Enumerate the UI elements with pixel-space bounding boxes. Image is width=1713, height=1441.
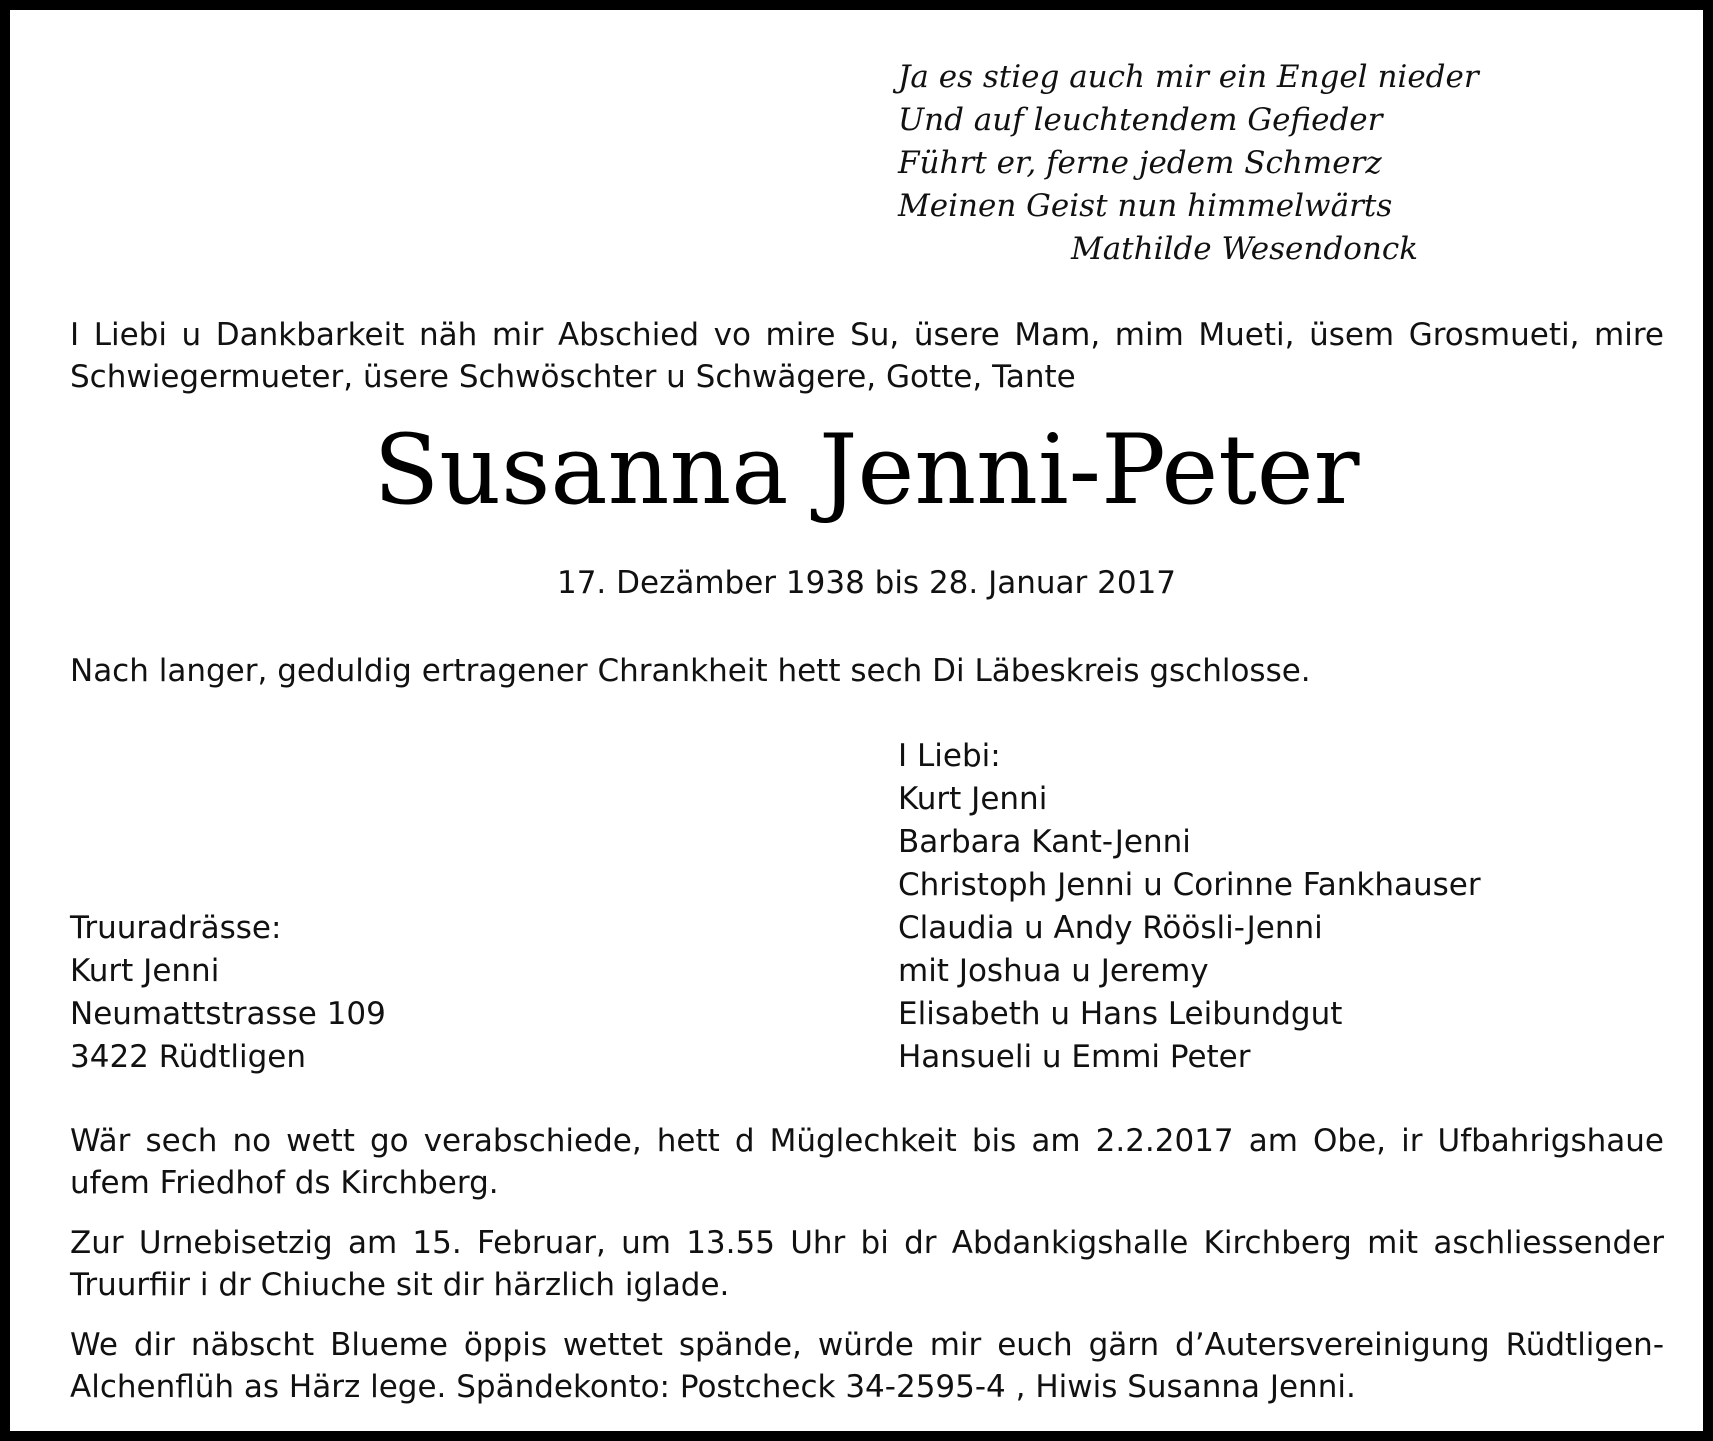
mourner-name: Elisabeth u Hans Leibundgut bbox=[898, 996, 1343, 1032]
mourner-name: Kurt Jenni bbox=[898, 781, 1048, 817]
address-line: Kurt Jenni bbox=[70, 953, 220, 989]
mourning-address bbox=[70, 907, 386, 1079]
farewell-paragraph: Wär sech no wett go verabschiede, hett d Müglechkeit bis am 2.2.2017 am Obe, ir Ufbahrigshaue ufem Friedhof ds Kirchberg. bbox=[70, 1123, 1664, 1201]
poem-quote bbox=[898, 56, 1479, 271]
mourner-name: mit Joshua u Jeremy bbox=[898, 953, 1209, 989]
intro-text: I Liebi u Dankbarkeit näh mir Abschied vo mire Su, üsere Mam, mim Mueti, üsem Grosmueti, mire Schwiegermueter, üsere Schwöschter u Schwägere, Gotte, Tante bbox=[70, 317, 1664, 395]
deceased-name: Susanna Jenni-Peter bbox=[373, 414, 1360, 526]
mourners-list bbox=[898, 735, 1481, 1079]
burial-paragraph: Zur Urnebisetzig am 15. Februar, um 13.55 Uhr bi dr Abdankigshalle Kirchberg mit aschliessender Truurfiir i dr Chiuche sit dir härzlich iglade. bbox=[70, 1225, 1664, 1303]
mourners-label: I Liebi: bbox=[898, 738, 1001, 774]
poem-line: Führt er, ferne jedem Schmerz bbox=[898, 145, 1382, 181]
life-dates: 17. Dezämber 1938 bis 28. Januar 2017 bbox=[556, 565, 1177, 601]
address-line: Neumattstrasse 109 bbox=[70, 996, 386, 1032]
donation-paragraph: We dir näbscht Blueme öppis wettet spände, würde mir euch gärn d’Autersvereinigung Rüdtligen-Alchenflüh as Härz lege. Spändekonto: Postcheck 34-2595-4 , Hiwis Susanna Jenni. bbox=[70, 1327, 1664, 1405]
mourner-name: Hansueli u Emmi Peter bbox=[898, 1039, 1251, 1075]
address-label: Truuradrässe: bbox=[70, 910, 282, 946]
poem-line: Und auf leuchtendem Gefieder bbox=[898, 102, 1383, 138]
poem-line: Meinen Geist nun himmelwärts bbox=[898, 188, 1393, 224]
notice-text: Nach langer, geduldig ertragener Chrankheit hett sech Di Läbeskreis gschlosse. bbox=[70, 653, 1311, 689]
mourner-name: Claudia u Andy Röösli-Jenni bbox=[898, 910, 1323, 946]
poem-author: Mathilde Wesendonck bbox=[1070, 231, 1418, 267]
mourner-name: Barbara Kant-Jenni bbox=[898, 824, 1191, 860]
poem-line: Ja es stieg auch mir ein Engel nieder bbox=[898, 59, 1479, 95]
address-line: 3422 Rüdtligen bbox=[70, 1039, 306, 1075]
mourner-name: Christoph Jenni u Corinne Fankhauser bbox=[898, 867, 1481, 903]
